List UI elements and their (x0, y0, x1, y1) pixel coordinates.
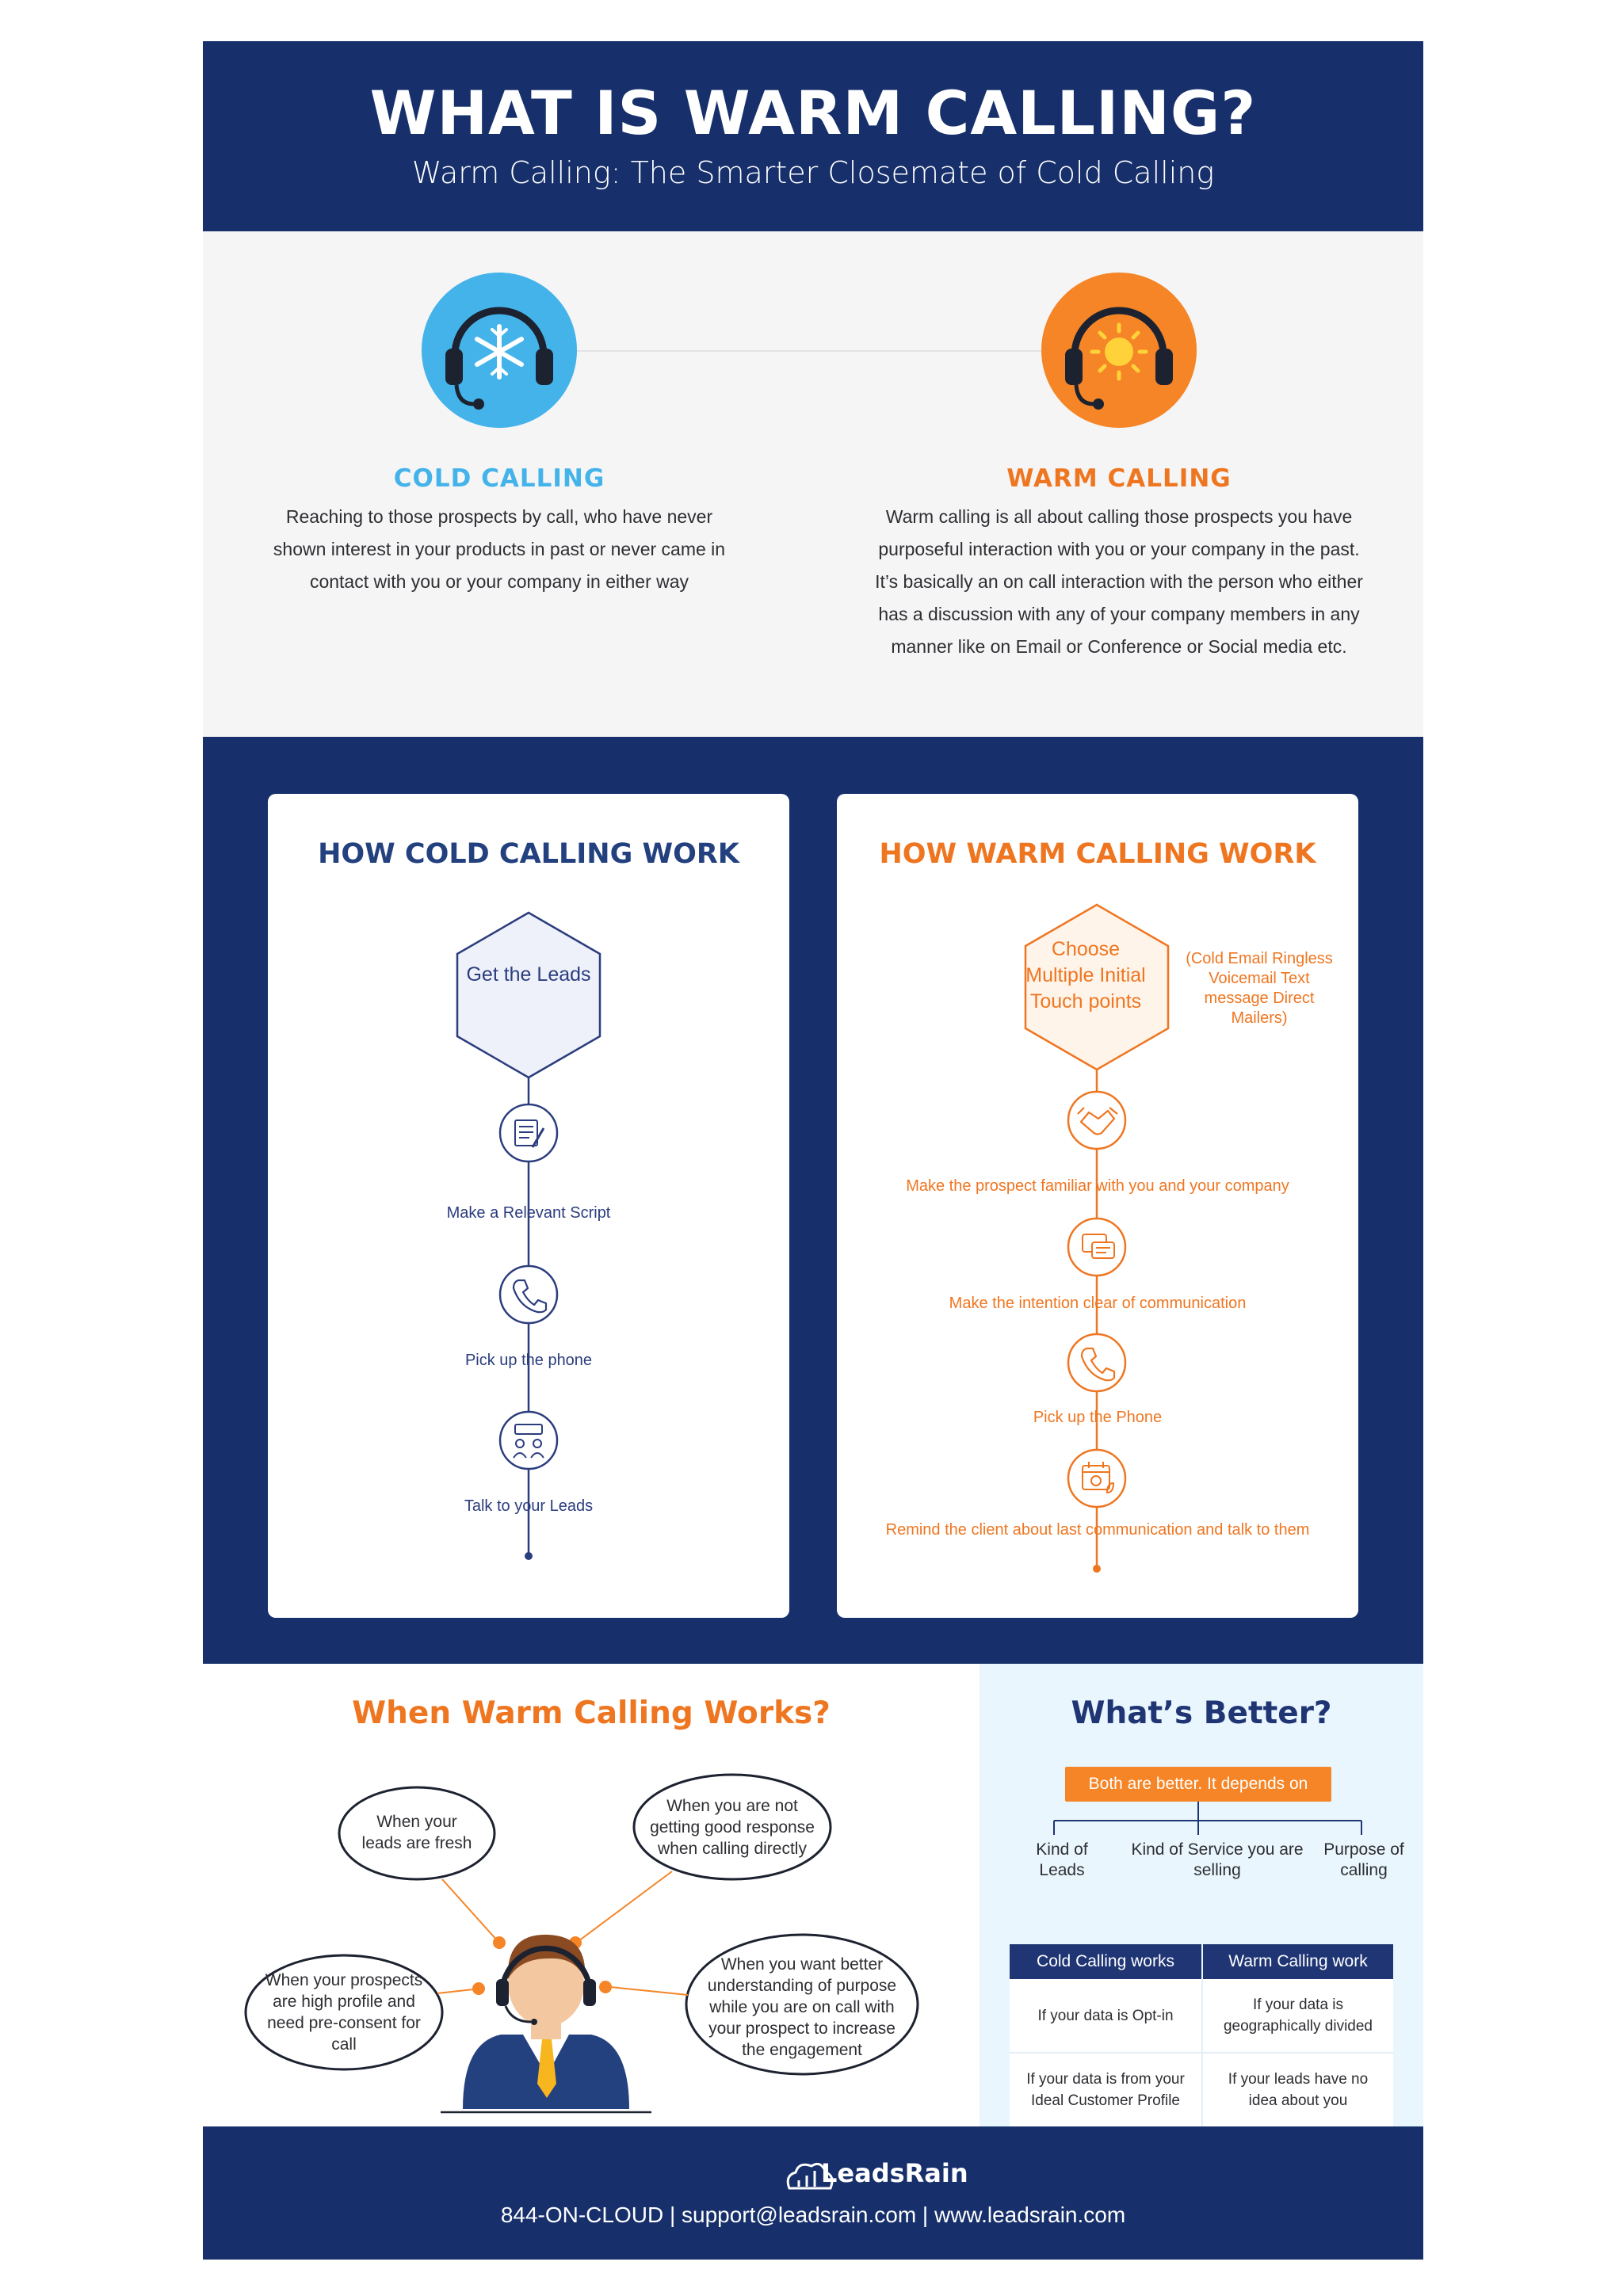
warm-step-4-label: Remind the client about last communication and talk to them (885, 1521, 1310, 1539)
warm-step-1-label: Make the prospect familiar with you and your company (906, 1177, 1289, 1195)
connector-line (567, 350, 1059, 352)
table-cell: If your leads have no idea about you (1201, 2054, 1393, 2126)
chat-icon (1068, 1219, 1125, 1276)
talk-icon (500, 1412, 557, 1469)
better-section-title: What’s Better? (1071, 1695, 1332, 1731)
snowflake-headset-icon (422, 273, 577, 428)
table-row (1010, 1979, 1393, 2054)
cold-calling-heading: COLD CALLING (393, 464, 605, 493)
definitions-section (203, 231, 1423, 737)
table-row (1010, 2054, 1393, 2128)
cold-process-title: HOW COLD CALLING WORK (318, 838, 739, 870)
bubble-text-poor-response: When you are not getting good response when calling directly (650, 1797, 815, 1858)
when-warm-calling-section (203, 1664, 980, 2126)
cold-step-1-label: Make a Relevant Script (446, 1204, 611, 1222)
warm-process-title: HOW WARM CALLING WORK (879, 838, 1316, 870)
sun-headset-icon (1041, 273, 1197, 428)
criterion-kind-of-service: Kind of Service you are selling (1131, 1840, 1304, 1879)
warm-calling-heading: WARM CALLING (1006, 464, 1232, 493)
cold-hexagon-label: Get the Leads (466, 963, 591, 986)
handshake-icon (1068, 1092, 1125, 1149)
table-cell: If your data is Opt-in (1037, 2007, 1174, 2024)
comparison-table (1010, 1944, 1393, 2128)
header-banner (203, 41, 1423, 231)
cold-step-3-label: Talk to your Leads (464, 1497, 594, 1515)
phone-icon (500, 1266, 557, 1323)
hexagon-shape (457, 913, 600, 1077)
infographic (203, 41, 1423, 2260)
cold-step-2-label: Pick up the phone (464, 1352, 593, 1369)
touch-points-note: (Cold Email Ringless Voicemail Text message Direct Mailers) (1186, 950, 1333, 1027)
table-cell: If your data is from your Ideal Customer Profile (1026, 2071, 1185, 2109)
whats-better-section (980, 1664, 1423, 2126)
phone-icon (1068, 1334, 1125, 1391)
warm-step-3-label: Pick up the Phone (1033, 1409, 1163, 1426)
warm-step-2-label: Make the intention clear of communication (949, 1295, 1247, 1312)
when-section-title: When Warm Calling Works? (352, 1695, 831, 1731)
how-it-works-section (203, 737, 1423, 1664)
contact-line[interactable]: 844-ON-CLOUD | support@leadsrain.com | www.leadsrain.com (500, 2203, 1126, 2227)
criterion-kind-of-leads: Kind of Leads (1036, 1840, 1088, 1879)
bubble-text-better-understanding: When you want better understanding of purpose while you are on call with your prospect to increase the engagement (707, 1955, 897, 2059)
agent-avatar-icon (463, 1935, 629, 2109)
column-header-warm: Warm Calling work (1201, 1944, 1393, 1979)
cold-process-card (268, 794, 789, 1618)
table-cell: If your data is geographically divided (1201, 1979, 1393, 2052)
bubble-text-high-profile: When your prospects are high profile and need pre-consent for call (265, 1971, 423, 2054)
column-header-cold: Cold Calling works (1037, 1952, 1174, 1970)
bubble-text-fresh-leads: When your leads are fresh (361, 1813, 472, 1852)
criterion-purpose: Purpose of calling (1323, 1840, 1404, 1879)
calendar-icon (1068, 1450, 1125, 1507)
brand-name: LeadsRain (821, 2158, 968, 2188)
warm-process-card (837, 794, 1358, 1618)
page-title: WHAT IS WARM CALLING? (369, 78, 1257, 148)
page-subtitle: Warm Calling: The Smarter Closemate of Cold Calling (411, 155, 1215, 190)
footer (203, 2126, 1423, 2260)
script-icon (500, 1104, 557, 1161)
table-header (1010, 1944, 1393, 1979)
depends-on-badge: Both are better. It depends on (1065, 1767, 1331, 1802)
cold-calling-definition: Reaching to those prospects by call, who have never shown interest in your products in past or never came in contact with you or your company in either way (273, 506, 726, 592)
warm-calling-definition: Warm calling is all about calling those prospects you have purposeful interaction with you or your company in the past. It’s basically an on call interaction with the person who either has a discussion with any of your company members in any manner like on Email or Conference or Social media etc. (875, 506, 1363, 657)
warm-hexagon-label: Choose Multiple Initial Touch points (1025, 938, 1146, 1013)
